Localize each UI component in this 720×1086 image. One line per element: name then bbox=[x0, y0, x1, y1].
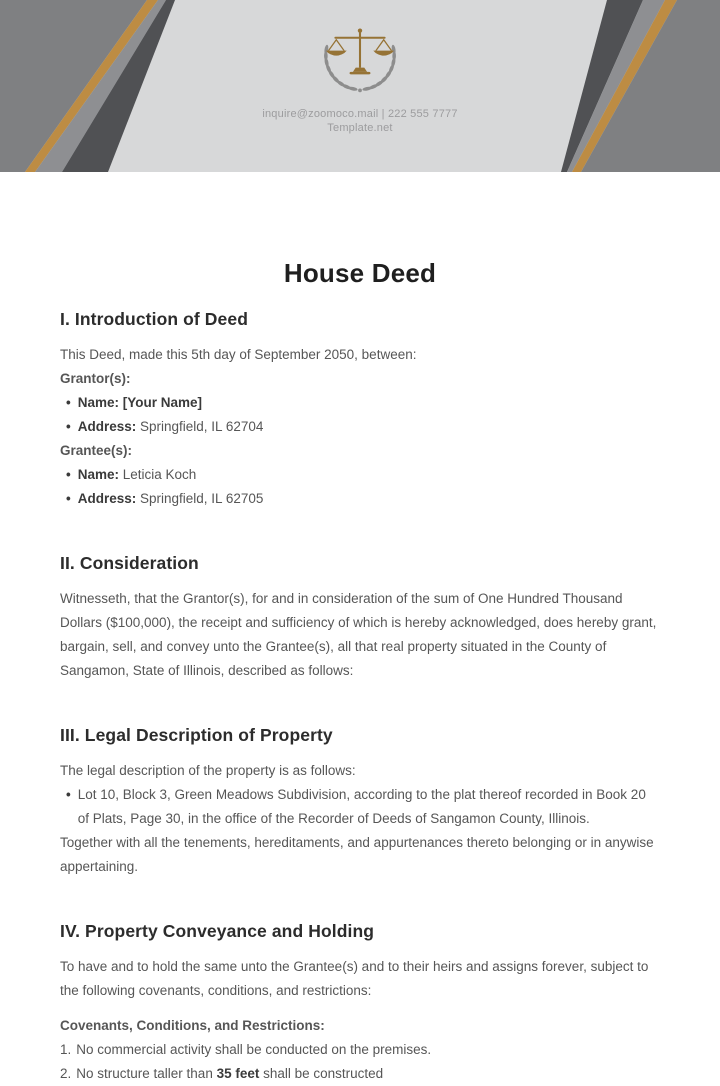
item-text: No structure taller than bbox=[76, 1066, 217, 1081]
letterhead-header bbox=[0, 0, 720, 172]
section-heading: IV. Property Conveyance and Holding bbox=[60, 921, 375, 941]
section-heading: II. Consideration bbox=[60, 553, 199, 573]
brand-name: Template.net bbox=[327, 122, 393, 134]
page-title: House Deed bbox=[283, 258, 437, 288]
field-label: Address: bbox=[77, 419, 137, 434]
field-label: Name: bbox=[77, 467, 119, 482]
item-number: 2. bbox=[60, 1066, 72, 1081]
contact-line: inquire@zoomoco.mail | 222 555 7777 bbox=[262, 108, 458, 120]
list-item bbox=[60, 487, 660, 511]
section-heading: III. Legal Description of Property bbox=[60, 725, 333, 745]
list-item bbox=[60, 783, 660, 831]
conveyance-paragraph: To have and to hold the same unto the Grantee(s) and to their heirs and assigns forever, subject to the following covenants, conditions, and restrictions: bbox=[60, 959, 649, 998]
field-label: Name: bbox=[77, 395, 119, 410]
legal-description-text: • Lot 10, Block 3, Green Meadows Subdivision, according to the plat thereof recorded in Book 20 of Plats, Page 30, in the office of the Recorder of Deeds of Sangamon County, Illinois. bbox=[77, 787, 646, 826]
consideration-paragraph: Witnesseth, that the Grantor(s), for and in consideration of the sum of One Hundred Thousand Dollars ($100,000), the receipt and sufficiency of which is hereby acknowledged, does hereby grant, bargain, sell, and convey unto the Grantee(s), all that real property situated in the County of Sangamon, State of Illinois, described as follows: bbox=[60, 591, 657, 678]
item-text: shall be constructed bbox=[259, 1066, 384, 1081]
legal-intro: The legal description of the property is as follows: bbox=[60, 763, 356, 778]
item-number: 1. bbox=[60, 1042, 72, 1057]
grantee-heading: Grantee(s): bbox=[60, 443, 133, 458]
item-text: No commercial activity shall be conducted on the premises. bbox=[76, 1042, 432, 1057]
list-item bbox=[60, 415, 660, 439]
list-item bbox=[60, 391, 660, 415]
grantee-fields bbox=[60, 463, 660, 511]
scales-icon bbox=[326, 28, 394, 74]
field-value: [Your Name] bbox=[122, 395, 203, 410]
scales-of-justice-logo bbox=[312, 24, 408, 98]
intro-paragraph: This Deed, made this 5th day of September 2050, between: bbox=[60, 347, 417, 362]
field-value: Leticia Koch bbox=[122, 467, 197, 482]
list-item bbox=[60, 463, 660, 487]
grantor-fields bbox=[60, 391, 660, 439]
legal-outro: Together with all the tenements, hereditaments, and appurtenances thereto belonging or in anywise appertaining. bbox=[60, 835, 654, 874]
section-introduction-of-deed bbox=[60, 309, 660, 511]
section-consideration bbox=[60, 553, 660, 683]
covenant-item bbox=[60, 1038, 660, 1062]
field-value: Springfield, IL 62705 bbox=[140, 491, 264, 506]
field-label: Address: bbox=[77, 491, 137, 506]
field-value: Springfield, IL 62704 bbox=[140, 419, 264, 434]
item-text-bold: 35 feet bbox=[216, 1066, 260, 1081]
grantor-heading: Grantor(s): bbox=[60, 371, 131, 386]
section-legal-description bbox=[60, 725, 660, 879]
section-property-conveyance bbox=[60, 921, 660, 1086]
deed-document bbox=[0, 258, 720, 1086]
covenants-subheading: Covenants, Conditions, and Restrictions: bbox=[60, 1018, 325, 1033]
section-heading: I. Introduction of Deed bbox=[60, 309, 248, 329]
covenant-item bbox=[60, 1062, 660, 1086]
legal-description-list bbox=[60, 783, 660, 831]
